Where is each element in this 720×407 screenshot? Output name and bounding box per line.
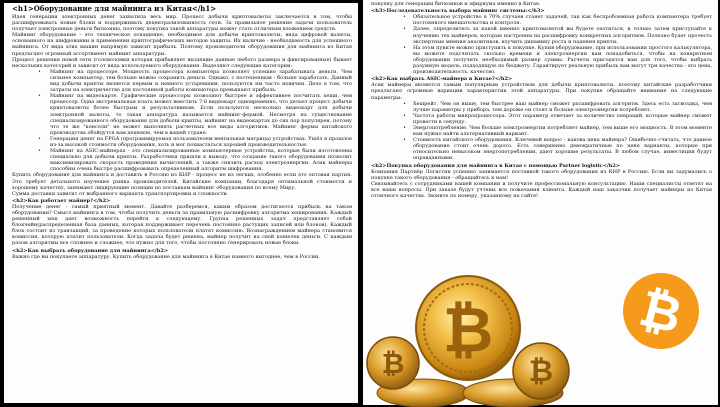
list-item: • Майнинг на видеокарте. Графические процессоры позволяют быстрее и эффективнее посчитать хеши, чем процессор. Одна экстремальная плата может вместить 7-8 видеокарт одновременно, что делает процесс добычи криптовалюты более быстрым и результативным. Если пользуются несколько видеокарт для добычи электронной валюты, то такая аппаратура называется майнинг-фермой. Несмотря на существование специализированного оборудования для добычи крипты, майнинг на видеокартах до сих пор популярен, потому что те же "консоли" не может выполнять расчетных все виды алгоритмов. Майнинг фермы китайского производства обойдутся вам дешевле, чем в вашей стране. (12, 93, 352, 136)
list-item: • Майнинг на ASIC-майнерах - это специализированные компьютерные устройства, которые были изготовлены специально для добычи крипты. Разработчики пришли к выводу, что создание такого оборудования позволит максимизировать скорость проведения вычислений, а также снизить расход электроэнергии. Асик майнеры способны очень быстро расшифровывать определенный алгоритм шифрования. (12, 148, 352, 172)
list-item: • На этом пункте можно приступить к покупке. Купив оборудование, при использовании простого калькулятора, вы можете подсчитать сколько времени и электроэнергии вам понадобиться, чтобы на конкретном оборудовании получить необходимый размер суммы. Расчеты пригодятся вам для того, чтобы выбрать разумную модель, подходящую по бюджету. Гарантирует реальную прибыль вам могут три качества - это цена, производительность, качество. (371, 45, 712, 75)
svg-text:₿: ₿ (633, 278, 688, 346)
list-item: • Частота работы микропроцессора. Этот параметр отвечает за количество операций, которые майнер сможет провести в секунду. (371, 113, 712, 125)
section-heading: <h2>Как выбрать оборудование для майнинга</h2> (12, 247, 169, 254)
intro-paragraph: Майнинг оборудование - это техническое оснащение, необходимое для добычи криптовалюты, вида цифровой валюты, основанного на шифровании и применении криптографических методов защиты. Их наличие - необходимость для успешного майнинга. От вида этих машин напрямую зависит прибыль. Поэтому производители оборудования для майнинга из Китая предлагают огромный ассортимент майнинг аппаратуры. (12, 32, 352, 57)
svg-text:₿: ₿ (442, 293, 494, 366)
page-left (4, 3, 358, 403)
body-paragraph: Купить оборудование для майнинга и доставить в Россию из КНР - процесс не из легких, особенно если это оптовая партия. Это требует детального изучения рынка производителей. Китайские компании, благодаря оптимальной стоимости и хорошему качеству, занимают лидирующие позиции по поставкам майнинг оборудования по всему Миру. (12, 172, 352, 191)
list-item: • Майнинг на процессоре. Мощность процессора компьютера позволяет успешно зарабатывать деньги. Чем сильнее компьютер, тем больше можно сохранить деньги. Однако, с постепенным - больше заработать. Данный вид добычи крипты является первым и немного устаревшим, пользуются им часто новички. Дело в том, что затраты на электричество для постоянной работы компьютера превышают прибыль. (12, 69, 352, 93)
list-item: • Генерация денег на FPGA (программируемая пользователем вентильная матрица) устройствах. Ушёл в прошлое из-за высокой стоимости оборудования, хоть и мог похвастаться хорошей производительностью (12, 136, 352, 148)
section-heading: <h3>Последовательность выбора майнинг системы:</h3> (371, 8, 545, 15)
page-right (363, 0, 718, 405)
mining-types-list (12, 69, 352, 173)
body-paragraph: Асик майнеры являются самым популярным устройством для добычи криптовалюты, поэтому китайские разработчики предлагают огромные вариации характеристик этой аппаратуры. При покупке обращайте внимание на следующие параметры: (371, 82, 712, 101)
intro-paragraph: Процесс решения новой сети (головоломки которая прибавляет входящие данные любого размера и фиксированные) бывает нескольких категорий и зависит от вида используемого оборудования. Выделяют следующие категории: (12, 56, 352, 69)
svg-text:₿: ₿ (381, 347, 405, 380)
bitcoin-symbol-icon (443, 293, 494, 366)
body-paragraph: Связывайтесь с сотрудниками нашей компании и получите профессиональную консультацию. Наши специалисты ответят на все ваши вопросы. При заказе будут учтены все пожелания клиента. Каждый наш заказчик получает майнеры из Китая отличного качества. Звоните по номеру, указанному на сайте! (371, 180, 712, 199)
section-heading: <h2>Как выбрать ASIC-майнера в Китае?</h2> (371, 76, 513, 83)
asic-parameters-list (371, 101, 712, 162)
document-title: <h1>Оборудование для майнинга из Китая</h1> (12, 4, 217, 13)
body-paragraph: Получение денег - самый приятный момент. Давайте разберемся, каким образом достигается прибыль на таком оборудовании? Смысл майнинга в том, чтобы получить деньги за правильную расшифровку алгоритма хеширования. Каждый решенный хеш дает возможность перейти к следующему. Группа решенных задач представляет собой блокчейн(распределенная база данных, которая поддерживает перечень постоянно растущих записей или блоков). Каждый блок состоит из транзакций, за проведение которых пользователи платят комиссию. Вознаграждением майнера становится комиссия, которую платит пользователи. Когда задача будет решена, майнер получит на свой кошелек деньги. С каждым разом алгоритмы все сложнее и сложнее, что нужно для того, чтобы постоянно генерировать новые блоки. (12, 203, 352, 247)
body-paragraph: Важно где вы покупаете аппаратуру. Купить оборудование для майнинга в Китае намного выгоднее, чем в России. (12, 253, 320, 260)
list-item: • Энергопотребление. Чем больше электроэнергии потребляет майнер, тем выше его мощность. В этом моменте вам нужно найти альтернативный вариант. (371, 125, 712, 137)
section-heading: <h2>Как работает майнер?</h2> (12, 197, 111, 204)
svg-text:₿: ₿ (528, 354, 554, 389)
bitcoin-logo-icon (621, 271, 701, 351)
list-item: • Обязательное устройство в 70% случаев станет задачей, так как беспроблемная работа компьютера требует постоянного вмешательства и контроля. (371, 14, 712, 26)
body-paragraph: Сумма доставки зависит от выбранного варианта транспортировки и сложности. (12, 190, 229, 197)
intro-paragraph: Идея генерации электронных денег захватила весь мир. Процесс добычи криптовалюты заключается в том, чтобы расшифровывать новые блоки и поддерживать децентрализованность сети. За правильное решение задачи пользователь получает электронные деньги биткоины, поэтому покупка такой аппаратуры может стать отличным вложением средств. (12, 14, 352, 33)
body-paragraph: покупку для генерации биткоинов и эфириума именно в Китае. (371, 1, 541, 8)
section-heading: <h2>Покупка оборудования для майнинга в Китае с помощью Partner logistic</h2> (371, 162, 621, 169)
body-paragraph: Компания Партнёр Логистик успешно занимается поставкой такого оборудования из КНР в Россию. Если вы задумались о покупке такого оборудования - обращайтесь к нам! (371, 168, 712, 181)
bitcoin-illustration (363, 243, 718, 405)
list-item: • Хешрейт. Чем он выше, тем быстрее ваш майнер сможет расшифровать алгоритм. Здесь есть загвоздка, чем лучше параметры у прибора, тем дороже он стоит и больше электроэнергии потребляет. (371, 101, 712, 113)
selection-steps-list (371, 14, 712, 75)
list-item: • Стоимость китайского оборудования. Ключевой вопрос - какова цена майнера? Ошибочно считать, что данное оборудование стоит очень дорого. Есть совершенно демократичные по цене варианты, которые при относительно невысоком энергопотреблении, дают хорошие результаты. В любом случае, инвестиции будут оправданными. (371, 137, 712, 161)
list-item: • Далее, определитесь за какой именно криптовалютой вы будете охотиться, и только затем приступайте к изучению тех майнеров, которые настроены на расшифровку конкретных алгоритмов. Полезно будет прочесть экспертные мнения аналитиков, изучить динамику роста и падения крипты. (371, 26, 712, 44)
